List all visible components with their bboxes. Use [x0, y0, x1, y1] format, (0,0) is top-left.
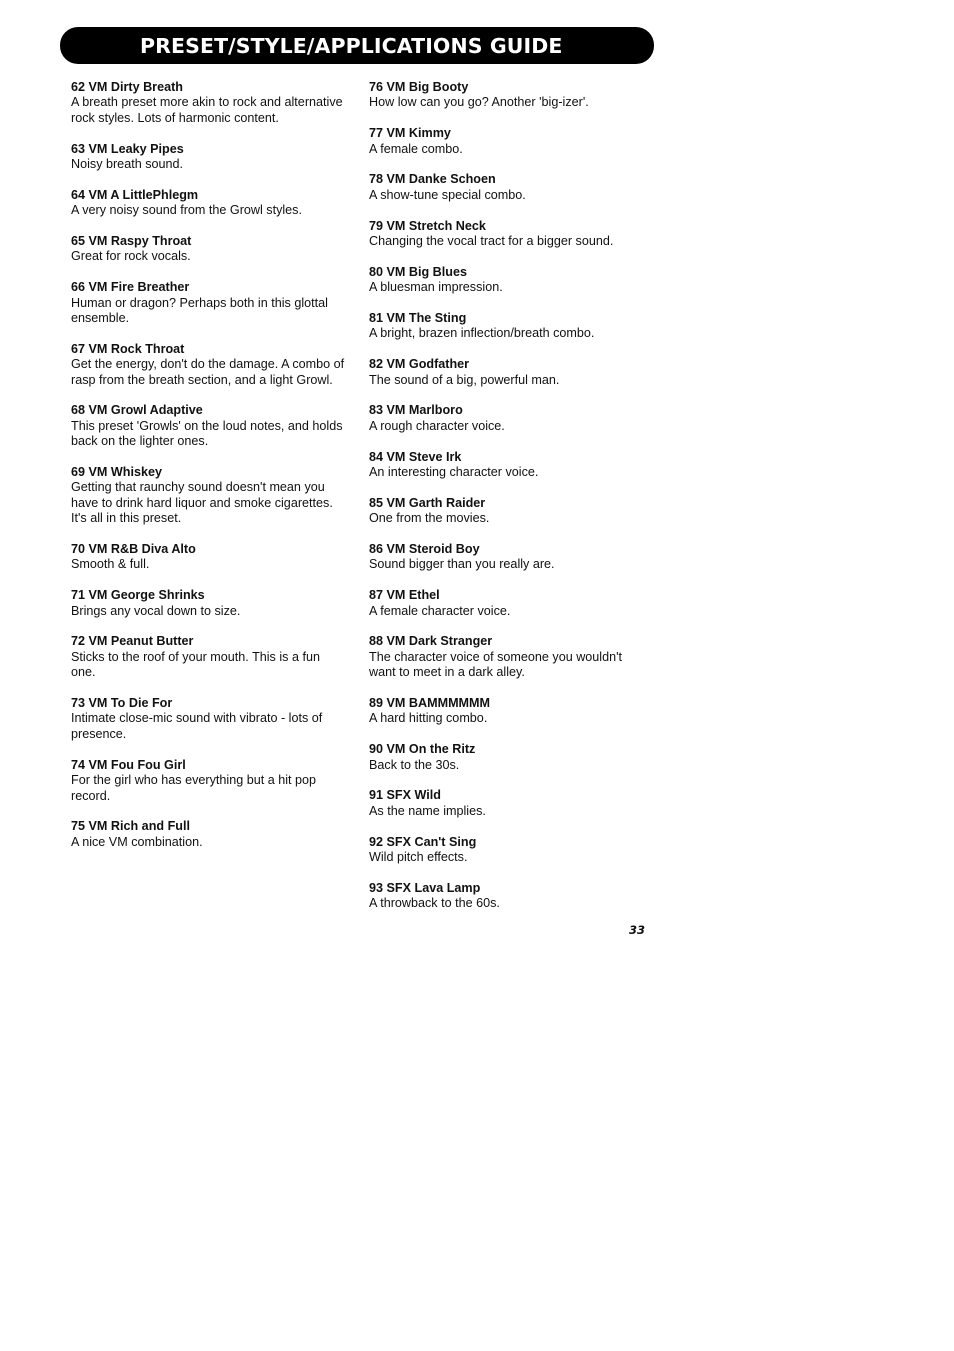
preset-entry [369, 403, 644, 434]
preset-description: A nice VM combination. [71, 834, 203, 849]
preset-description: A throwback to the 60s. [369, 896, 500, 911]
preset-entry [71, 80, 347, 126]
preset-description: A bright, brazen inflection/breath combo. [369, 326, 595, 341]
preset-entry [369, 450, 644, 481]
preset-entry [369, 742, 644, 773]
preset-name: 92 SFX Can't Sing [369, 834, 477, 849]
preset-description: A very noisy sound from the Growl styles. [71, 203, 302, 218]
preset-entry [71, 142, 347, 173]
preset-entry [369, 788, 644, 819]
preset-entry [71, 234, 347, 265]
preset-description: Back to the 30s. [369, 757, 460, 772]
preset-description: Get the energy, don't do the damage. A combo of rasp from the breath section, and a light Growl. [71, 357, 345, 387]
preset-name: 74 VM Fou Fou Girl [71, 757, 186, 772]
preset-name: 75 VM Rich and Full [71, 819, 190, 834]
page-title: PRESET/STYLE/APPLICATIONS GUIDE [140, 33, 563, 58]
preset-entry [369, 172, 644, 203]
preset-name: 83 VM Marlboro [369, 403, 463, 418]
section-header-bar [60, 27, 654, 64]
preset-description: A female character voice. [369, 603, 511, 618]
preset-name: 81 VM The Sting [369, 311, 467, 326]
preset-entry [71, 758, 347, 804]
preset-name: 85 VM Garth Raider [369, 495, 486, 510]
preset-entry [369, 634, 644, 680]
preset-description: An interesting character voice. [369, 465, 539, 480]
preset-name: 90 VM On the Ritz [369, 742, 476, 757]
preset-description: Great for rock vocals. [71, 249, 191, 264]
preset-description: The sound of a big, powerful man. [369, 372, 560, 387]
preset-name: 70 VM R&B Diva Alto [71, 542, 196, 557]
preset-entry [369, 80, 644, 111]
preset-name: 71 VM George Shrinks [71, 588, 205, 603]
preset-name: 69 VM Whiskey [71, 465, 162, 480]
preset-name: 65 VM Raspy Throat [71, 234, 192, 249]
preset-entry [71, 403, 347, 449]
preset-name: 79 VM Stretch Neck [369, 218, 486, 233]
preset-entry [71, 634, 347, 680]
preset-name: 91 SFX Wild [369, 788, 441, 803]
preset-entry [71, 342, 347, 388]
preset-entry [71, 188, 347, 219]
preset-description: Getting that raunchy sound doesn't mean you have to drink hard liquor and smoke cigarettes. It's all in this preset. [71, 480, 333, 526]
preset-description: How low can you go? Another 'big-izer'. [369, 95, 589, 110]
preset-entry [369, 542, 644, 573]
preset-name: 77 VM Kimmy [369, 126, 451, 141]
preset-description: Intimate close-mic sound with vibrato - lots of presence. [71, 711, 323, 741]
preset-entry [71, 280, 347, 326]
preset-description: For the girl who has everything but a hit pop record. [71, 773, 317, 803]
preset-entry [369, 496, 644, 527]
preset-entry [71, 465, 347, 527]
preset-description: One from the movies. [369, 511, 490, 526]
preset-name: 93 SFX Lava Lamp [369, 880, 481, 895]
preset-description: Human or dragon? Perhaps both in this glottal ensemble. [71, 295, 328, 326]
preset-name: 66 VM Fire Breather [71, 280, 190, 295]
preset-name: 78 VM Danke Schoen [369, 172, 496, 187]
preset-description: Sound bigger than you really are. [369, 557, 555, 572]
preset-name: 67 VM Rock Throat [71, 341, 185, 356]
preset-description: Brings any vocal down to size. [71, 603, 241, 618]
preset-list-left-column [71, 80, 347, 866]
preset-entry [71, 819, 347, 850]
preset-description: A show-tune special combo. [369, 187, 526, 202]
preset-name: 86 VM Steroid Boy [369, 542, 480, 557]
preset-description: A female combo. [369, 141, 463, 156]
preset-description: As the name implies. [369, 803, 486, 818]
preset-description: Smooth & full. [71, 557, 150, 572]
preset-description: This preset 'Growls' on the loud notes, and holds back on the lighter ones. [71, 418, 343, 449]
preset-entry [369, 835, 644, 866]
preset-name: 62 VM Dirty Breath [71, 80, 183, 94]
preset-name: 68 VM Growl Adaptive [71, 403, 203, 418]
preset-entry [369, 696, 644, 727]
preset-entry [369, 357, 644, 388]
preset-entry [369, 219, 644, 250]
preset-entry [71, 696, 347, 742]
preset-name: 82 VM Godfather [369, 357, 470, 372]
preset-list-right-column [369, 80, 644, 927]
page-number: 33 [629, 923, 646, 937]
preset-name: 80 VM Big Blues [369, 264, 467, 279]
preset-description: Sticks to the roof of your mouth. This is a fun one. [71, 649, 320, 680]
preset-name: 88 VM Dark Stranger [369, 634, 493, 649]
preset-description: Noisy breath sound. [71, 157, 184, 172]
preset-name: 84 VM Steve Irk [369, 449, 462, 464]
preset-name: 89 VM BAMMMMMM [369, 696, 491, 711]
preset-entry [369, 588, 644, 619]
preset-description: A hard hitting combo. [369, 711, 488, 726]
preset-description: A rough character voice. [369, 418, 505, 433]
preset-name: 64 VM A LittlePhlegm [71, 187, 199, 202]
preset-description: A breath preset more akin to rock and alternative rock styles. Lots of harmonic content. [71, 95, 343, 125]
preset-entry [369, 126, 644, 157]
preset-description: Changing the vocal tract for a bigger sound. [369, 234, 614, 249]
preset-entry [369, 881, 644, 912]
preset-name: 87 VM Ethel [369, 588, 440, 603]
preset-entry [369, 311, 644, 342]
preset-entry [71, 588, 347, 619]
preset-name: 73 VM To Die For [71, 696, 173, 711]
preset-entry [369, 265, 644, 296]
preset-entry [71, 542, 347, 573]
preset-name: 63 VM Leaky Pipes [71, 141, 184, 156]
preset-name: 76 VM Big Booty [369, 80, 469, 94]
preset-description: The character voice of someone you wouldn't want to meet in a dark alley. [369, 649, 623, 680]
preset-name: 72 VM Peanut Butter [71, 634, 194, 649]
preset-description: Wild pitch effects. [369, 850, 468, 865]
preset-description: A bluesman impression. [369, 280, 503, 295]
